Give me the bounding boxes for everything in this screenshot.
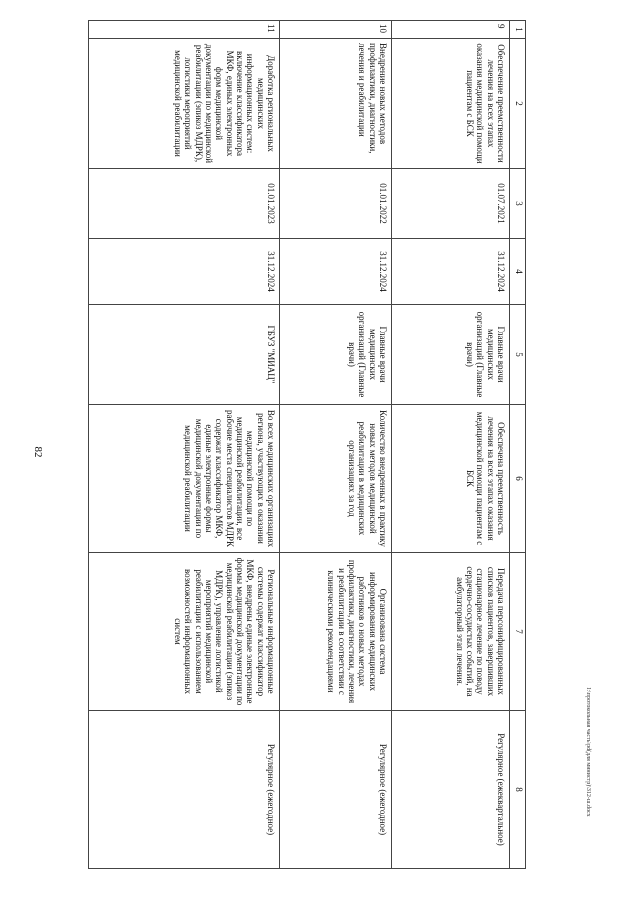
end-date-cell: 31.12.2024 (89, 239, 280, 305)
column-number: 6 (510, 405, 526, 553)
column-number: 7 (510, 553, 526, 711)
frequency-cell: Регулярное (ежеквартальное) (392, 711, 510, 869)
column-number: 8 (510, 711, 526, 869)
row-number: 9 (392, 21, 510, 39)
column-number: 5 (510, 305, 526, 405)
column-number: 4 (510, 239, 526, 305)
indicator-cell: Передача персонифицированных списков пациентов, завершивших стационарное лечение по поводу сердечно-сосудистых событий, на амбулаторный этап лечения. (392, 553, 510, 711)
frequency-cell: Регулярное (ежегодное) (280, 711, 392, 869)
result-cell: Обеспечена преемственность лечения на всех этапах оказания медицинской помощи пациентам с БСК (392, 405, 510, 553)
frequency-cell: Регулярное (ежегодное) (89, 711, 280, 869)
responsible-cell: Главные врачи медицинских организаций (Главные врачи) (280, 305, 392, 405)
table-row (280, 21, 392, 869)
table-row (89, 21, 280, 869)
start-date-cell: 01.01.2022 (280, 169, 392, 239)
table-row (392, 21, 510, 869)
responsible-cell: ГБУЗ "МИАЦ" (89, 305, 280, 405)
responsible-cell: Главные врачи медицинских организаций (Главные врачи) (392, 305, 510, 405)
indicator-cell: Региональные информационные системы содержат классификатор МКФ, внедрены единые электронные формы медицинской документации по медицинской реабилитации (эпикоз МДРК), управление логистикой мероприятий медицинской реабилитации с использованием возможностей информационных систем (89, 553, 280, 711)
indicator-cell: Организована система информирования медицинских работников о новых методах профилактики, диагностики, лечения и реабилитации в соответствии с клиническими рекомендациями (280, 553, 392, 711)
file-path-footer: I:\протокольная часть\pd(для министр)\312-ш.docx (585, 687, 591, 817)
column-number-row (510, 21, 526, 869)
column-number: 3 (510, 169, 526, 239)
result-cell: Количество внедренных в практику новых методов медицинской реабилитации в медицинских организациях за год (280, 405, 392, 553)
column-number: 2 (510, 39, 526, 169)
page-number: 82 (32, 446, 44, 458)
result-cell: Во всех медицинских организациях региона, участвующих в оказании медицинской помощи по медицинской реабилитации, все рабочие места специалистов МДРК содержат классификатор МКФ, единые электронные формы медицинской документации по медицинской реабилитации (89, 405, 280, 553)
row-number: 11 (89, 21, 280, 39)
start-date-cell: 01.01.2023 (89, 169, 280, 239)
event-cell: Внедрение новых методов профилактики, диагностики, лечения и реабилитации (280, 39, 392, 169)
event-cell: Доработка региональных медицинских информационных систем: включение классификатора МКФ, единых электронных форм медицинской документации по медицинской реабилитации (эпикоз МДРК), логистики мероприятий медицинской реабилитации (89, 39, 280, 169)
start-date-cell: 01.07.2021 (392, 169, 510, 239)
end-date-cell: 31.12.2024 (280, 239, 392, 305)
row-number: 10 (280, 21, 392, 39)
rotated-table-container (88, 20, 526, 868)
plan-table (88, 20, 526, 869)
end-date-cell: 31.12.2024 (392, 239, 510, 305)
column-number: 1 (510, 21, 526, 39)
event-cell: Обеспечение преемственности лечения на всех этапах оказания медицинской помощи пациентам с БСК (392, 39, 510, 169)
